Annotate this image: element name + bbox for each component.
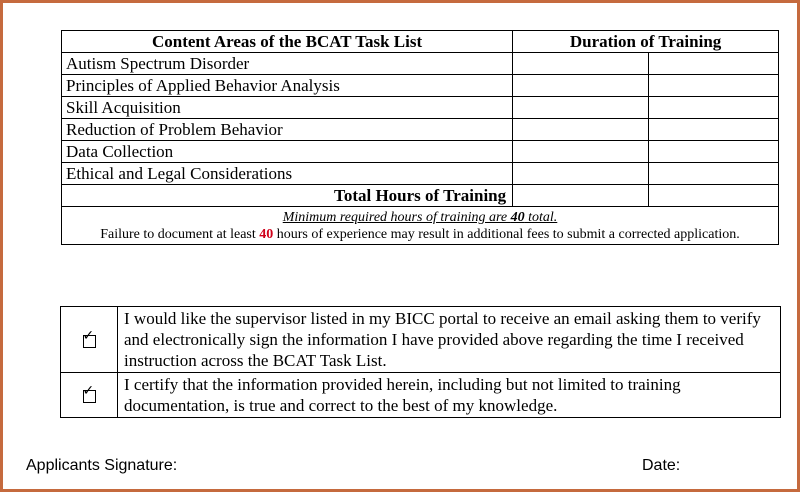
- duration-input-cell[interactable]: [513, 141, 649, 163]
- duration-input-cell[interactable]: [649, 163, 779, 185]
- applicant-signature-label: Applicants Signature:: [26, 457, 178, 474]
- duration-input-cell[interactable]: [649, 119, 779, 141]
- content-area-cell: Autism Spectrum Disorder: [62, 53, 513, 75]
- certification-table: [60, 306, 781, 418]
- duration-input-cell[interactable]: [649, 53, 779, 75]
- duration-input-cell[interactable]: [649, 97, 779, 119]
- training-header-row: [62, 31, 779, 53]
- duration-input-cell[interactable]: [649, 141, 779, 163]
- content-areas-header: Content Areas of the BCAT Task List: [62, 31, 513, 53]
- total-hours-label: Total Hours of Training: [62, 185, 513, 207]
- training-note: [62, 207, 779, 245]
- table-row: [62, 163, 779, 185]
- content-area-cell: Ethical and Legal Considerations: [62, 163, 513, 185]
- duration-input-cell[interactable]: [649, 75, 779, 97]
- certification-row: [61, 307, 781, 373]
- minimum-hours-note: Minimum required hours of training are 40 total.: [282, 210, 558, 225]
- table-row: [62, 119, 779, 141]
- failure-note: Failure to document at least 40 hours of experience may result in additional fees to submit a corrected application.: [100, 227, 740, 242]
- failure-hours-value: 40: [259, 227, 274, 242]
- supervisor-email-statement: I would like the supervisor listed in my BICC portal to receive an email asking them to verify and electronically sign the information I have provided above regarding the time I received instruction across the BCAT Task List.: [118, 307, 781, 373]
- content-area-cell: Data Collection: [62, 141, 513, 163]
- minimum-hours-value: 40: [510, 210, 525, 225]
- duration-input-cell[interactable]: [513, 163, 649, 185]
- checkmark-icon: ✓: [82, 383, 95, 400]
- total-hours-input-cell[interactable]: [513, 185, 649, 207]
- content-area-cell: Reduction of Problem Behavior: [62, 119, 513, 141]
- duration-header: Duration of Training: [513, 31, 779, 53]
- total-row: [62, 185, 779, 207]
- checkmark-icon: ✓: [82, 327, 95, 344]
- duration-input-cell[interactable]: [513, 97, 649, 119]
- certify-statement: I certify that the information provided herein, including but not limited to training documentation, is true and correct to the best of my knowledge.: [118, 373, 781, 418]
- certification-row: [61, 373, 781, 418]
- content-area-cell: Skill Acquisition: [62, 97, 513, 119]
- total-hours-input-cell[interactable]: [649, 185, 779, 207]
- content-area-cell: Principles of Applied Behavior Analysis: [62, 75, 513, 97]
- duration-input-cell[interactable]: [513, 119, 649, 141]
- duration-input-cell[interactable]: [513, 75, 649, 97]
- certify-checkbox[interactable]: [82, 383, 96, 403]
- note-row: [62, 207, 779, 245]
- table-row: [62, 53, 779, 75]
- date-label: Date:: [642, 457, 681, 474]
- table-row: [62, 141, 779, 163]
- training-table: [61, 30, 779, 245]
- table-row: [62, 75, 779, 97]
- supervisor-email-checkbox[interactable]: [82, 327, 96, 348]
- duration-input-cell[interactable]: [513, 53, 649, 75]
- table-row: [62, 97, 779, 119]
